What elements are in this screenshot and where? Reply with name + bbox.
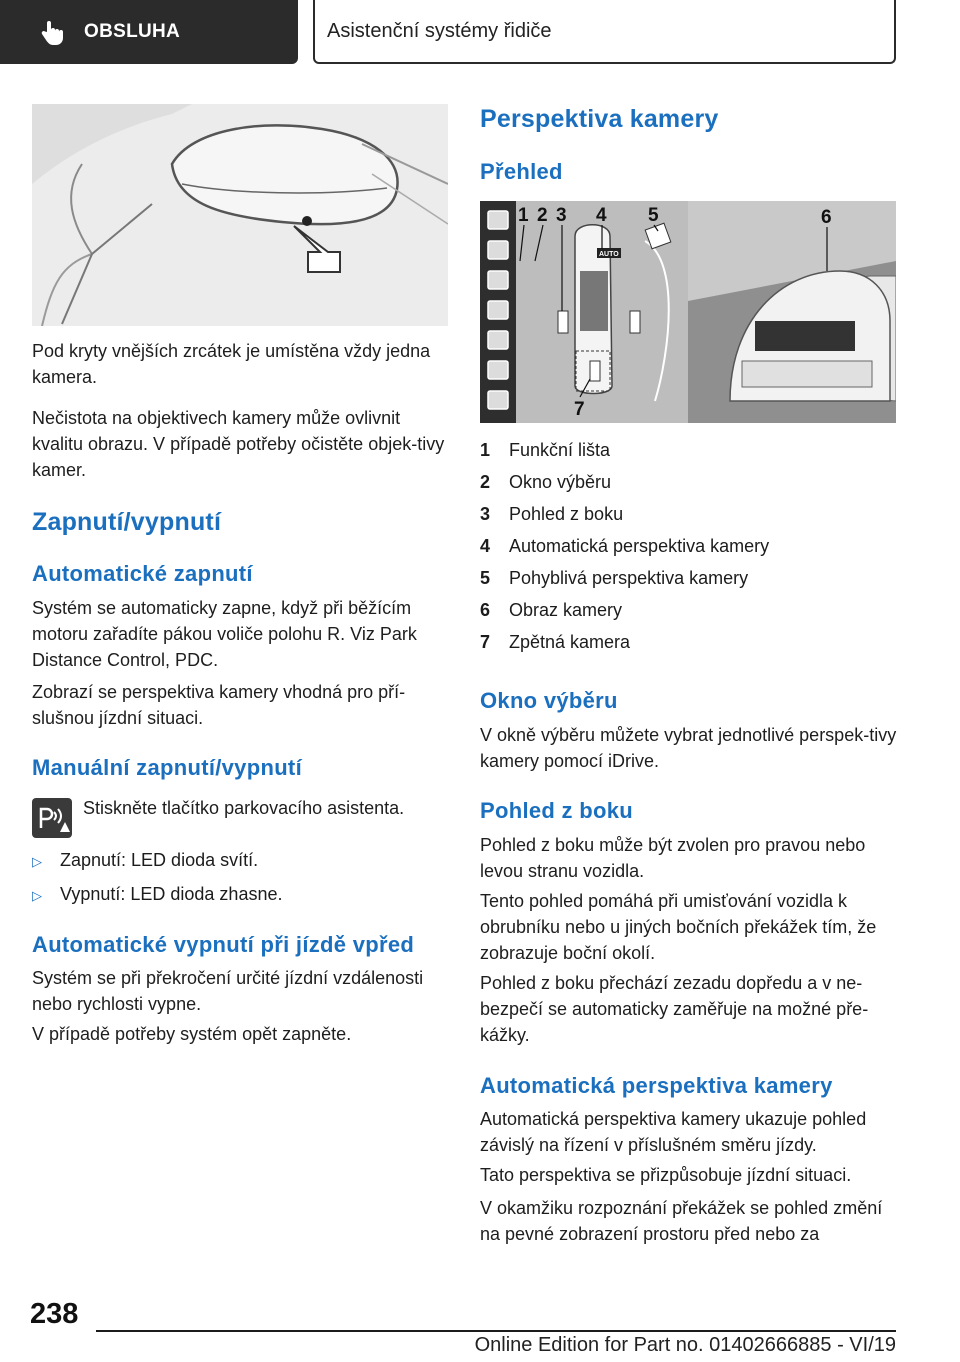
callout-1: 1 (518, 205, 529, 226)
subsection-heading: Přehled (480, 159, 563, 184)
section-tab-label: OBSLUHA (84, 21, 181, 42)
callout-legend (480, 434, 896, 658)
chapter-title: Asistenční systémy řidiče (313, 0, 896, 64)
edition-info: Online Edition for Part no. 01402666885 - VI/19 (474, 1334, 896, 1356)
bullet-triangle-icon: ▷ (32, 888, 42, 903)
list-item: 7 Zpětná kamera (480, 631, 631, 652)
bullet-triangle-icon: ▷ (32, 854, 42, 869)
list-item: 1 Funkční lišta (480, 439, 611, 460)
paragraph: Automatická perspektiva kamery ukazuje pohled závislý na řízení v příslušném směru jízdy. (480, 1109, 867, 1155)
callout-5: 5 (648, 205, 659, 226)
paragraph: Pod kryty vnějších zrcátek je umístěna vždy jedna kamera. (32, 341, 431, 387)
auto-badge: AUTO (599, 251, 619, 258)
paragraph: Tato perspektiva se přizpůsobuje jízdní situaci. (480, 1165, 852, 1185)
list-item: 2 Okno výběru (480, 471, 612, 492)
paragraph: Systém se automaticky zapne, když při běžícím motoru zařadíte pákou voliče polohu R. Viz Park Distance Control, PDC. (32, 598, 417, 670)
bullet-text: Vypnutí: LED dioda zhasne. (60, 884, 283, 904)
list-item (32, 881, 282, 909)
callout-6: 6 (821, 207, 832, 228)
section-heading: Zapnutí/vypnutí (32, 508, 222, 536)
paragraph: Zobrazí se perspektiva kamery vhodná pro pří-slušnou jízdní situaci. (32, 682, 406, 728)
paragraph: V případě potřeby systém opět zapněte. (32, 1024, 352, 1044)
hand-pointer-icon (38, 18, 66, 46)
callout-4: 4 (596, 205, 607, 226)
paragraph: Stiskněte tlačítko parkovacího asistenta. (83, 798, 405, 818)
paragraph: Pohled z boku přechází zezadu dopředu a v ne-bezpečí se automaticky zaměřuje na možné pře-kážky. (480, 973, 869, 1045)
subsection-heading: Automatická perspektiva kamery (480, 1073, 833, 1098)
callout-2: 2 (537, 205, 548, 226)
mirror-camera-illustration (32, 104, 448, 326)
paragraph: Systém se při překročení určité jízdní vzdálenosti nebo rychlosti vypne. (32, 968, 424, 1014)
camera-view-illustration (480, 201, 896, 423)
callout-3: 3 (556, 205, 567, 226)
subsection-heading: Manuální zapnutí/vypnutí (32, 755, 302, 780)
park-assist-button-icon (32, 798, 72, 838)
paragraph: V okně výběru můžete vybrat jednotlivé perspek-tivy kamery pomocí iDrive. (480, 725, 897, 771)
subsection-heading: Okno výběru (480, 688, 618, 713)
subsection-heading: Pohled z boku (480, 798, 634, 823)
paragraph: V okamžiku rozpoznání překážek se pohled změní na pevné zobrazení prostoru před nebo za (480, 1198, 883, 1244)
callout-7: 7 (574, 399, 585, 420)
list-item: 4 Automatická perspektiva kamery (480, 535, 770, 556)
paragraph: Nečistota na objektivech kamery může ovlivnit kvalitu obrazu. V případě potřeby očistěte objek-tivy kamer. (32, 408, 445, 480)
page-number: 238 (30, 1298, 79, 1330)
footer-divider (96, 1330, 896, 1332)
list-item (32, 847, 258, 875)
subsection-heading: Automatické zapnutí (32, 561, 253, 586)
list-item: 3 Pohled z boku (480, 503, 624, 524)
section-heading: Perspektiva kamery (480, 105, 719, 133)
subsection-heading: Automatické vypnutí při jízdě vpřed (32, 932, 415, 957)
paragraph: Pohled z boku může být zvolen pro pravou nebo levou stranu vozidla. (480, 835, 866, 881)
list-item: 6 Obraz kamery (480, 599, 623, 620)
section-tab[interactable] (0, 0, 298, 64)
bullet-text: Zapnutí: LED dioda svítí. (60, 850, 259, 870)
list-item: 5 Pohyblivá perspektiva kamery (480, 567, 749, 588)
paragraph: Tento pohled pomáhá při umisťování vozidla k obrubníku nebo u jiných bočních překážek tím, že zobrazuje boční okolí. (480, 891, 877, 963)
